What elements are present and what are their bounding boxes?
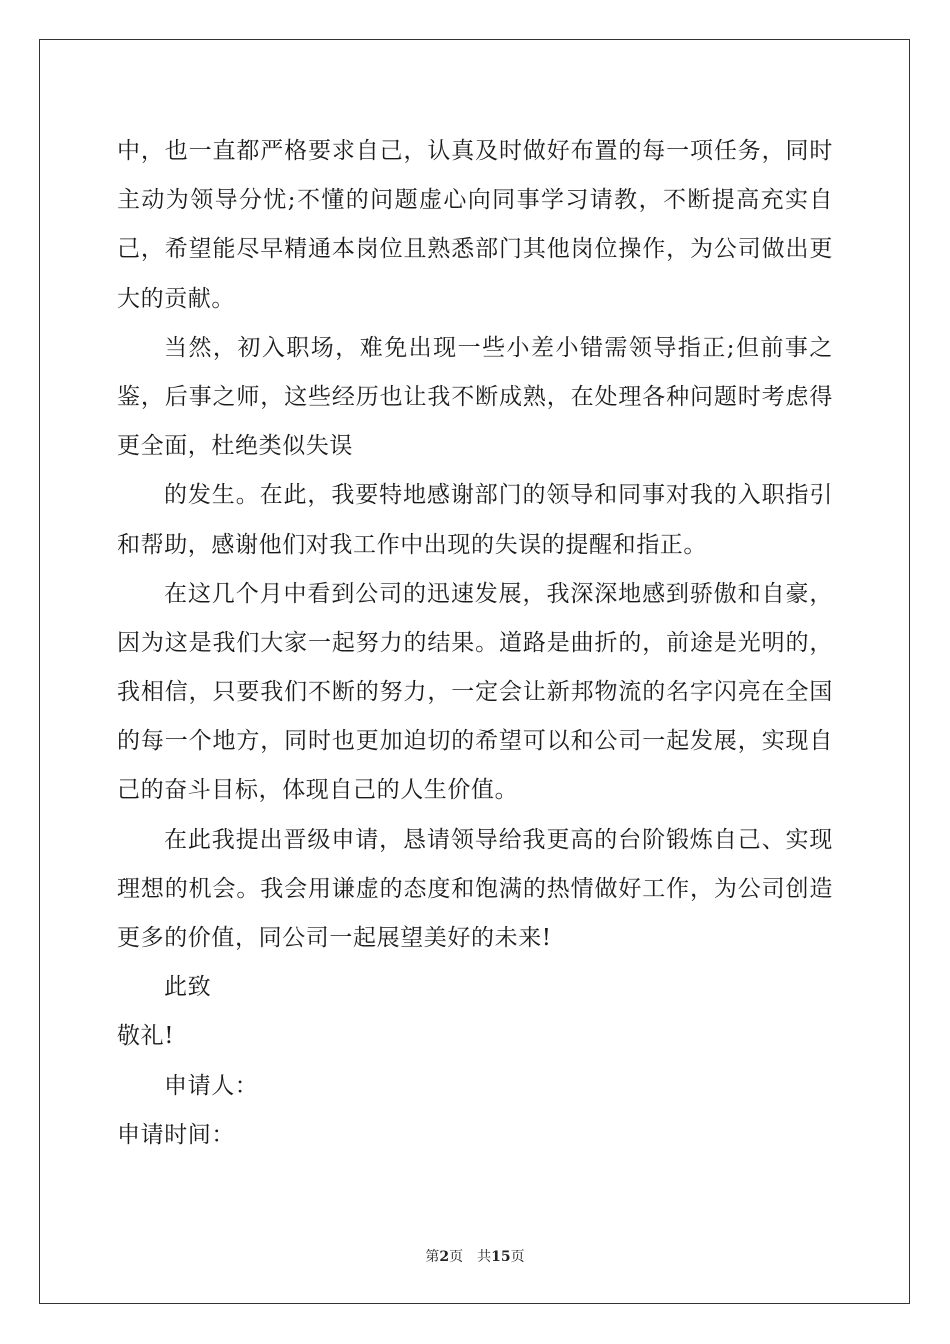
body-line: 己，希望能尽早精通本岗位且熟悉部门其他岗位操作，为公司做出更 <box>117 236 833 263</box>
body-line: 大的贡献。 <box>117 285 235 312</box>
body-line: 更全面，杜绝类似失误 <box>117 433 353 460</box>
body-line: 主动为领导分忧;不懂的问题虚心向同事学习请教，不断提高充实自 <box>117 187 833 214</box>
page-middle: 页 共 <box>449 1249 492 1265</box>
document-body <box>117 127 833 1160</box>
application-date-label: 申请时间： <box>117 1121 235 1148</box>
page-footer <box>0 1247 950 1267</box>
body-line: 的发生。在此，我要特地感谢部门的领导和同事对我的入职指引 <box>164 482 833 509</box>
body-line: 在这几个月中看到公司的迅速发展，我深深地感到骄傲和自豪， <box>164 580 833 607</box>
closing-regards: 敬礼! <box>117 1023 175 1050</box>
body-line: 中，也一直都严格要求自己，认真及时做好布置的每一项任务，同时 <box>117 138 833 164</box>
applicant-label: 申请人： <box>164 1072 259 1099</box>
body-line: 因为这是我们大家一起努力的结果。道路是曲折的，前途是光明的， <box>117 629 833 656</box>
page-suffix: 页 <box>510 1249 525 1265</box>
body-line: 鉴，后事之师，这些经历也让我不断成熟，在处理各种问题时考虑得 <box>117 383 833 410</box>
page-total: 15 <box>491 1249 511 1265</box>
body-line: 和帮助，感谢他们对我工作中出现的失误的提醒和指正。 <box>117 531 707 558</box>
page-prefix: 第 <box>425 1249 440 1265</box>
body-line: 在此我提出晋级申请，恳请领导给我更高的台阶锻炼自己、实现 <box>164 826 833 853</box>
body-line: 理想的机会。我会用谦虚的态度和饱满的热情做好工作，为公司创造 <box>117 875 833 902</box>
body-line: 当然，初入职场，难免出现一些小差小错需领导指正;但前事之 <box>164 334 833 361</box>
body-line: 我相信，只要我们不断的努力，一定会让新邦物流的名字闪亮在全国 <box>117 679 833 706</box>
body-line: 的每一个地方，同时也更加迫切的希望可以和公司一起发展，实现自 <box>117 728 833 755</box>
body-line: 己的奋斗目标，体现自己的人生价值。 <box>117 777 519 804</box>
page-current: 2 <box>439 1249 450 1265</box>
closing-salutation: 此致 <box>164 974 212 1001</box>
body-line: 更多的价值，同公司一起展望美好的未来! <box>117 925 552 951</box>
